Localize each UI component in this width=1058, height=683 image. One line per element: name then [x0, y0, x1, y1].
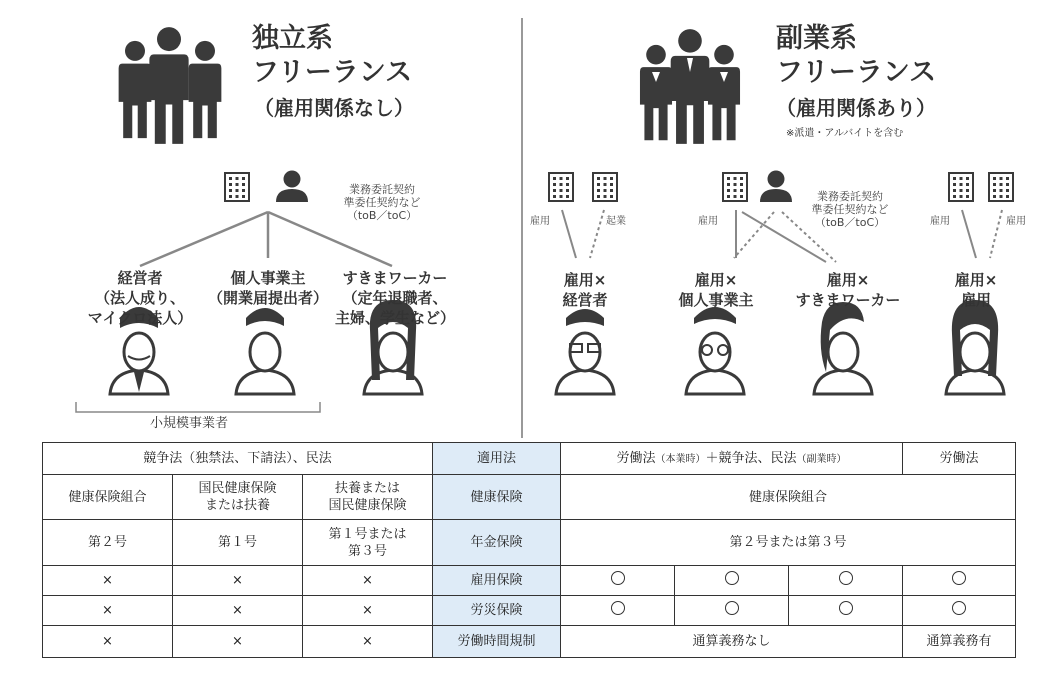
building-icon — [549, 173, 573, 201]
category-employee-manager: 雇用× 経営者 — [562, 271, 608, 309]
person-icon — [276, 171, 308, 203]
row-header: 労働時間規制 — [433, 626, 561, 658]
employ-label: 雇用 — [930, 216, 950, 227]
table-cell — [675, 566, 789, 596]
comparison-table — [42, 442, 1016, 658]
circle-mark-icon — [611, 601, 625, 615]
table-cell: 第１号または 第３号 — [303, 520, 433, 566]
circle-mark-icon — [952, 601, 966, 615]
section-divider — [521, 18, 523, 438]
building-icon — [225, 173, 249, 201]
table-cell: × — [43, 596, 173, 626]
table-row — [43, 596, 1016, 626]
table-cell: 扶養または 国民健康保険 — [303, 475, 433, 520]
table-cell: 通算義務有 — [903, 626, 1016, 658]
left-subtitle: （雇用関係なし） — [254, 96, 414, 120]
table-cell: × — [173, 566, 303, 596]
table-row — [43, 566, 1016, 596]
employee-gig-worker-portrait-icon — [814, 302, 872, 394]
building-icon — [949, 173, 973, 201]
table-row — [43, 443, 1016, 475]
category-sole-proprietor: 個人事業主 （開業届提出者） — [207, 269, 328, 307]
employee-proprietor-portrait-icon — [686, 307, 744, 394]
table-cell: 競争法（独禁法、下請法）、民法 — [43, 443, 433, 475]
business-group-icon — [640, 29, 740, 144]
table-cell: 国民健康保険 または扶養 — [173, 475, 303, 520]
employ-label: 雇用 — [530, 216, 550, 227]
table-cell: × — [173, 596, 303, 626]
right-contract-note: 業務委託契約 準委任契約など （toB／toC） — [811, 190, 889, 229]
table-row — [43, 475, 1016, 520]
startup-label: 起業 — [606, 216, 626, 227]
table-cell — [903, 596, 1016, 626]
table-cell — [903, 566, 1016, 596]
table-cell — [561, 596, 675, 626]
table-cell — [561, 566, 675, 596]
circle-mark-icon — [725, 571, 739, 585]
person-icon — [760, 171, 792, 203]
right-title-line2: フリーランス — [776, 57, 937, 88]
table-row — [43, 626, 1016, 658]
row-header: 労災保険 — [433, 596, 561, 626]
table-cell: × — [43, 566, 173, 596]
category-manager: 経営者 （法人成り、 マイクロ法人） — [87, 269, 193, 327]
left-title-line2: フリーランス — [252, 57, 413, 88]
table-cell: 通算義務なし — [561, 626, 903, 658]
employee-employee-portrait-icon — [946, 300, 1004, 394]
building-icon — [593, 173, 617, 201]
building-icon — [989, 173, 1013, 201]
table-cell: × — [303, 626, 433, 658]
table-cell: 第２号または第３号 — [561, 520, 1016, 566]
building-icon — [723, 173, 747, 201]
right-subtitle: （雇用関係あり） — [776, 96, 936, 120]
circle-mark-icon — [725, 601, 739, 615]
sole-proprietor-portrait-icon — [236, 308, 294, 394]
right-title-line1: 副業系 — [776, 23, 857, 54]
dispatch-note: ※派遣・アルバイトを含む — [786, 128, 904, 139]
category-gig-worker: すきまワーカー （定年退職者、 主婦、学生など） — [334, 269, 455, 327]
category-employee-gig-worker: 雇用× すきまワーカー — [795, 271, 901, 309]
circle-mark-icon — [611, 571, 625, 585]
row-header: 適用法 — [433, 443, 561, 475]
employ-label: 雇用 — [698, 216, 718, 227]
table-cell: 健康保険組合 — [561, 475, 1016, 520]
row-header: 雇用保険 — [433, 566, 561, 596]
left-contract-note: 業務委託契約 準委任契約など （toB／toC） — [343, 183, 421, 222]
employ-label: 雇用 — [1006, 216, 1026, 227]
row-header: 年金保険 — [433, 520, 561, 566]
table-cell — [789, 596, 903, 626]
table-cell: × — [303, 566, 433, 596]
circle-mark-icon — [839, 601, 853, 615]
table-cell: × — [43, 626, 173, 658]
table-row — [43, 520, 1016, 566]
table-cell — [789, 566, 903, 596]
table-cell: × — [173, 626, 303, 658]
table-cell: 労働法 — [903, 443, 1016, 475]
circle-mark-icon — [952, 571, 966, 585]
group-people-icon — [119, 27, 222, 144]
left-title-line1: 独立系 — [252, 23, 333, 54]
table-cell: 健康保険組合 — [43, 475, 173, 520]
small-business-label: 小規模事業者 — [150, 416, 229, 431]
table-cell: 第２号 — [43, 520, 173, 566]
row-header: 健康保険 — [433, 475, 561, 520]
bracket — [76, 402, 320, 412]
employee-manager-portrait-icon — [556, 309, 614, 394]
circle-mark-icon — [839, 571, 853, 585]
category-employee-proprietor: 雇用× 個人事業主 — [678, 271, 754, 309]
category-employee-employee: 雇用× 雇用 — [954, 271, 998, 309]
table-cell: × — [303, 596, 433, 626]
table-cell: 労働法（本業時）＋競争法、民法（副業時） — [561, 443, 903, 475]
table-cell — [675, 596, 789, 626]
table-cell: 第１号 — [173, 520, 303, 566]
